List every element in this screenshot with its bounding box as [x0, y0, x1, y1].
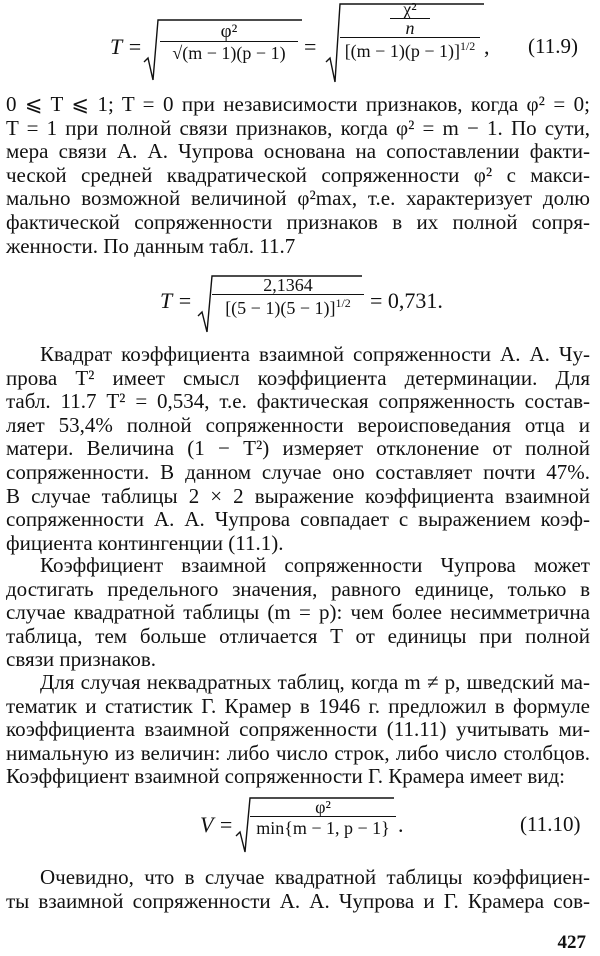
p3-line: таблица, тем больше отличается T от единицы при полной: [6, 623, 590, 648]
paragraph-1: [6, 93, 590, 258]
page-number: 427: [557, 932, 586, 953]
p2-line: сопряженности А. А. Чупрова совпадает с выражением коэф-: [6, 507, 590, 532]
paragraph-2: [6, 343, 590, 555]
p2-line: ляет 53,4% полной сопряженности вероисповедания отца и: [6, 412, 590, 437]
eq1-fraction-2: [340, 0, 480, 60]
eq3-number: (11.10): [520, 812, 581, 836]
eq2-fraction: [212, 276, 364, 317]
p5-line: Очевидно, что в случае квадратной таблицы коэффициен-: [40, 865, 590, 889]
eq1-fraction-1: [160, 22, 298, 62]
p5-line: ты взаимной сопряженности А. А. Чупрова и Г. Крамера сов-: [6, 888, 590, 913]
paragraph-4: [6, 671, 590, 789]
eq3-lhs: V =: [200, 812, 234, 837]
p1-line: мера связи А. А. Чупрова основана на сопоставлении факти-: [6, 139, 590, 164]
p4-line: коэффициента взаимной сопряженности (11.11) учитывать ми-: [6, 717, 590, 742]
eq3-fraction: [250, 798, 396, 837]
p2-line: Квадрат коэффициента взаимной сопряженности А. А. Чу-: [40, 342, 590, 366]
eq2-lhs: T =: [160, 288, 193, 313]
p3-line: достигать предельного значения, равного единице, только в: [6, 576, 590, 601]
p1-line: мально возможной величиной φ²max, т.е. характеризует долю: [6, 186, 590, 211]
p3-line: Коэффициент взаимной сопряженности Чупрова может: [40, 553, 590, 577]
eq3-denominator: min{m − 1, p − 1}: [256, 818, 390, 838]
eq3-period: .: [398, 812, 404, 837]
p2-line: табл. 11.7 T² = 0,534, т.е. фактическая сопряженность состав-: [6, 389, 590, 414]
p2-line: сопряженности. В данном случае оно составляет почти 47%.: [6, 459, 590, 484]
eq1-lhs: T =: [110, 34, 143, 59]
eq1-den2: [(m − 1)(p − 1)]: [344, 41, 460, 61]
eq2-denominator: [(5 − 1)(5 − 1)]: [225, 298, 336, 318]
eq1-number: (11.9): [528, 34, 578, 58]
p3-line: связи признаков.: [6, 647, 157, 672]
paragraph-5: [6, 866, 590, 913]
p2-line: В случае таблицы 2 × 2 выражение коэффициента взаимной: [6, 483, 590, 508]
p2-line: фициента контингенции (11.1).: [6, 530, 284, 555]
p1-line: T = 1 при полной связи признаков, когда φ² = m − 1. По сути,: [6, 115, 590, 140]
eq1-den2-exp: 1/2: [459, 39, 476, 53]
eq1-num2-bottom: n: [405, 18, 415, 38]
eq1-den1: √(m − 1)(p − 1): [172, 43, 286, 63]
eq2-numerator: 2,1364: [263, 275, 313, 295]
eq1-num1: φ²: [220, 21, 238, 42]
p4-line: нимальную из величин: либо число строк, либо число столбцов.: [6, 740, 590, 765]
eq1-equals: =: [304, 34, 317, 59]
p3-line: случае квадратной таблицы (m = p): чем более несимметрична: [6, 600, 590, 625]
p1-line: 0 ⩽ T ⩽ 1; T = 0 при независимости признаков, когда φ² = 0;: [6, 92, 590, 116]
p1-line: ческой средней квадратической сопряженности φ² с макси-: [6, 162, 590, 187]
p1-line: фактической сопряженности признаков в их полной сопря-: [6, 209, 590, 234]
eq1-num2-top: χ²: [403, 0, 417, 19]
p4-line: тематик и статистик Г. Крамер в 1946 г. предложил в формуле: [6, 693, 590, 718]
equation-chuprov-example: [0, 268, 600, 338]
p4-line: Для случая неквадратных таблиц, когда m ≠ p, шведский ма-: [40, 670, 590, 694]
eq3-numerator: φ²: [315, 797, 331, 817]
eq2-result: = 0,731.: [370, 288, 443, 313]
equation-11-9: [0, 0, 600, 90]
p4-line: Коэффициент взаимной сопряженности Г. Крамера имеет вид:: [6, 764, 565, 789]
p2-line: прова T² имеет смысл коэффициента детерминации. Для: [6, 365, 590, 390]
p2-line: матери. Величина (1 − T²) измеряет отклонение от полной: [6, 436, 590, 461]
paragraph-3: [6, 554, 590, 672]
eq1-comma: ,: [484, 34, 490, 59]
p1-line: женности. По данным табл. 11.7: [6, 233, 296, 258]
equation-11-10: [0, 790, 600, 856]
eq2-den-exp: 1/2: [335, 296, 351, 310]
